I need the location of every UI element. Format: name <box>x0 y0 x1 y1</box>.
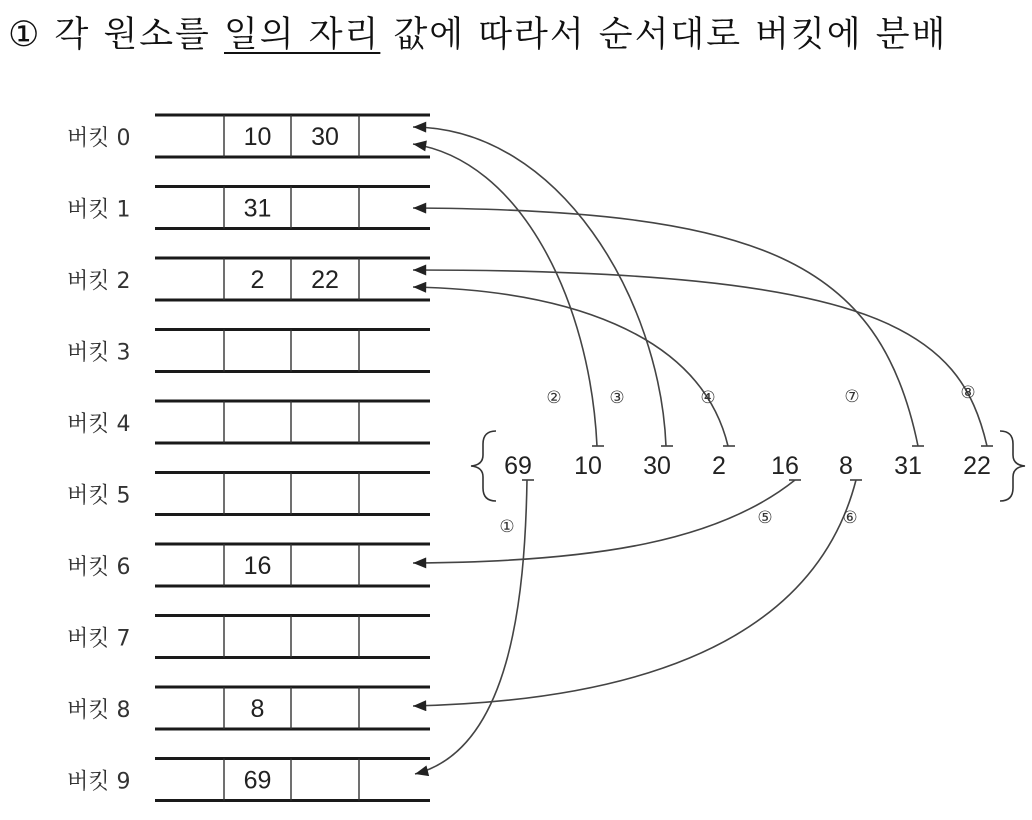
bucket-cell-value: 16 <box>243 552 272 580</box>
title-underlined-phrase: 일의 자리 <box>224 15 381 55</box>
sequence-element: 8 <box>839 452 853 480</box>
bucket-label: 버킷 6 <box>67 555 131 580</box>
distribution-arrow <box>413 287 728 446</box>
bucket-label: 버킷 3 <box>67 340 131 366</box>
bucket-label: 버킷 4 <box>67 412 131 437</box>
bucket-2 <box>67 258 430 300</box>
bucket-cell-value: 30 <box>311 123 339 151</box>
distribution-arrows <box>413 127 993 774</box>
bucket-3 <box>67 330 430 372</box>
distribution-arrow <box>413 208 918 446</box>
right-brace <box>1000 431 1025 501</box>
sequence-element: 16 <box>771 452 799 480</box>
bucket-1 <box>67 187 430 229</box>
bucket-table <box>67 115 430 801</box>
bucket-cell-value: 2 <box>250 266 265 294</box>
bucket-6 <box>67 544 430 586</box>
bucket-label: 버킷 1 <box>67 197 131 223</box>
step-marker: ② <box>546 388 562 408</box>
bucket-0 <box>67 115 430 157</box>
distribution-arrow <box>413 480 856 706</box>
step-marker: ④ <box>700 388 716 408</box>
bucket-label: 버킷 5 <box>67 483 131 509</box>
bucket-4 <box>67 401 430 443</box>
sequence-element: 31 <box>894 452 922 480</box>
step-marker: ③ <box>609 388 625 408</box>
sequence-element: 2 <box>712 452 726 480</box>
bucket-7 <box>67 616 430 658</box>
sequence-element: 10 <box>574 452 602 480</box>
step-marker: ⑤ <box>757 508 773 528</box>
distribution-arrow <box>413 270 987 446</box>
sequence-element: 69 <box>504 452 532 480</box>
title-part-1: ① 각 원소를 <box>8 15 224 55</box>
bucket-label: 버킷 9 <box>67 769 131 795</box>
bucket-cell-value: 69 <box>243 766 272 795</box>
sequence-element: 22 <box>963 452 991 480</box>
distribution-arrow <box>413 480 795 563</box>
left-brace <box>471 431 496 501</box>
bucket-label: 버킷 7 <box>67 626 131 652</box>
sequence-element: 30 <box>643 452 671 480</box>
distribution-arrow <box>413 127 666 446</box>
bucket-cell-value: 8 <box>250 695 265 723</box>
bucket-5 <box>67 473 430 515</box>
step-marker: ⑦ <box>844 387 860 407</box>
bucket-cell-value: 10 <box>243 123 272 151</box>
bucket-9 <box>67 759 430 801</box>
step-marker: ① <box>499 517 515 537</box>
bucket-label: 버킷 2 <box>67 269 131 294</box>
input-sequence <box>471 431 1025 501</box>
bucket-cell-value: 22 <box>311 266 339 294</box>
step-marker: ⑥ <box>842 508 858 528</box>
title-part-2: 값에 따라서 순서대로 버킷에 분배 <box>380 15 948 55</box>
step-marker: ⑧ <box>960 383 976 403</box>
bucket-8 <box>67 687 430 729</box>
bucket-label: 버킷 8 <box>67 698 131 723</box>
bucket-cell-value: 31 <box>243 194 272 223</box>
bucket-label: 버킷 0 <box>67 126 131 151</box>
